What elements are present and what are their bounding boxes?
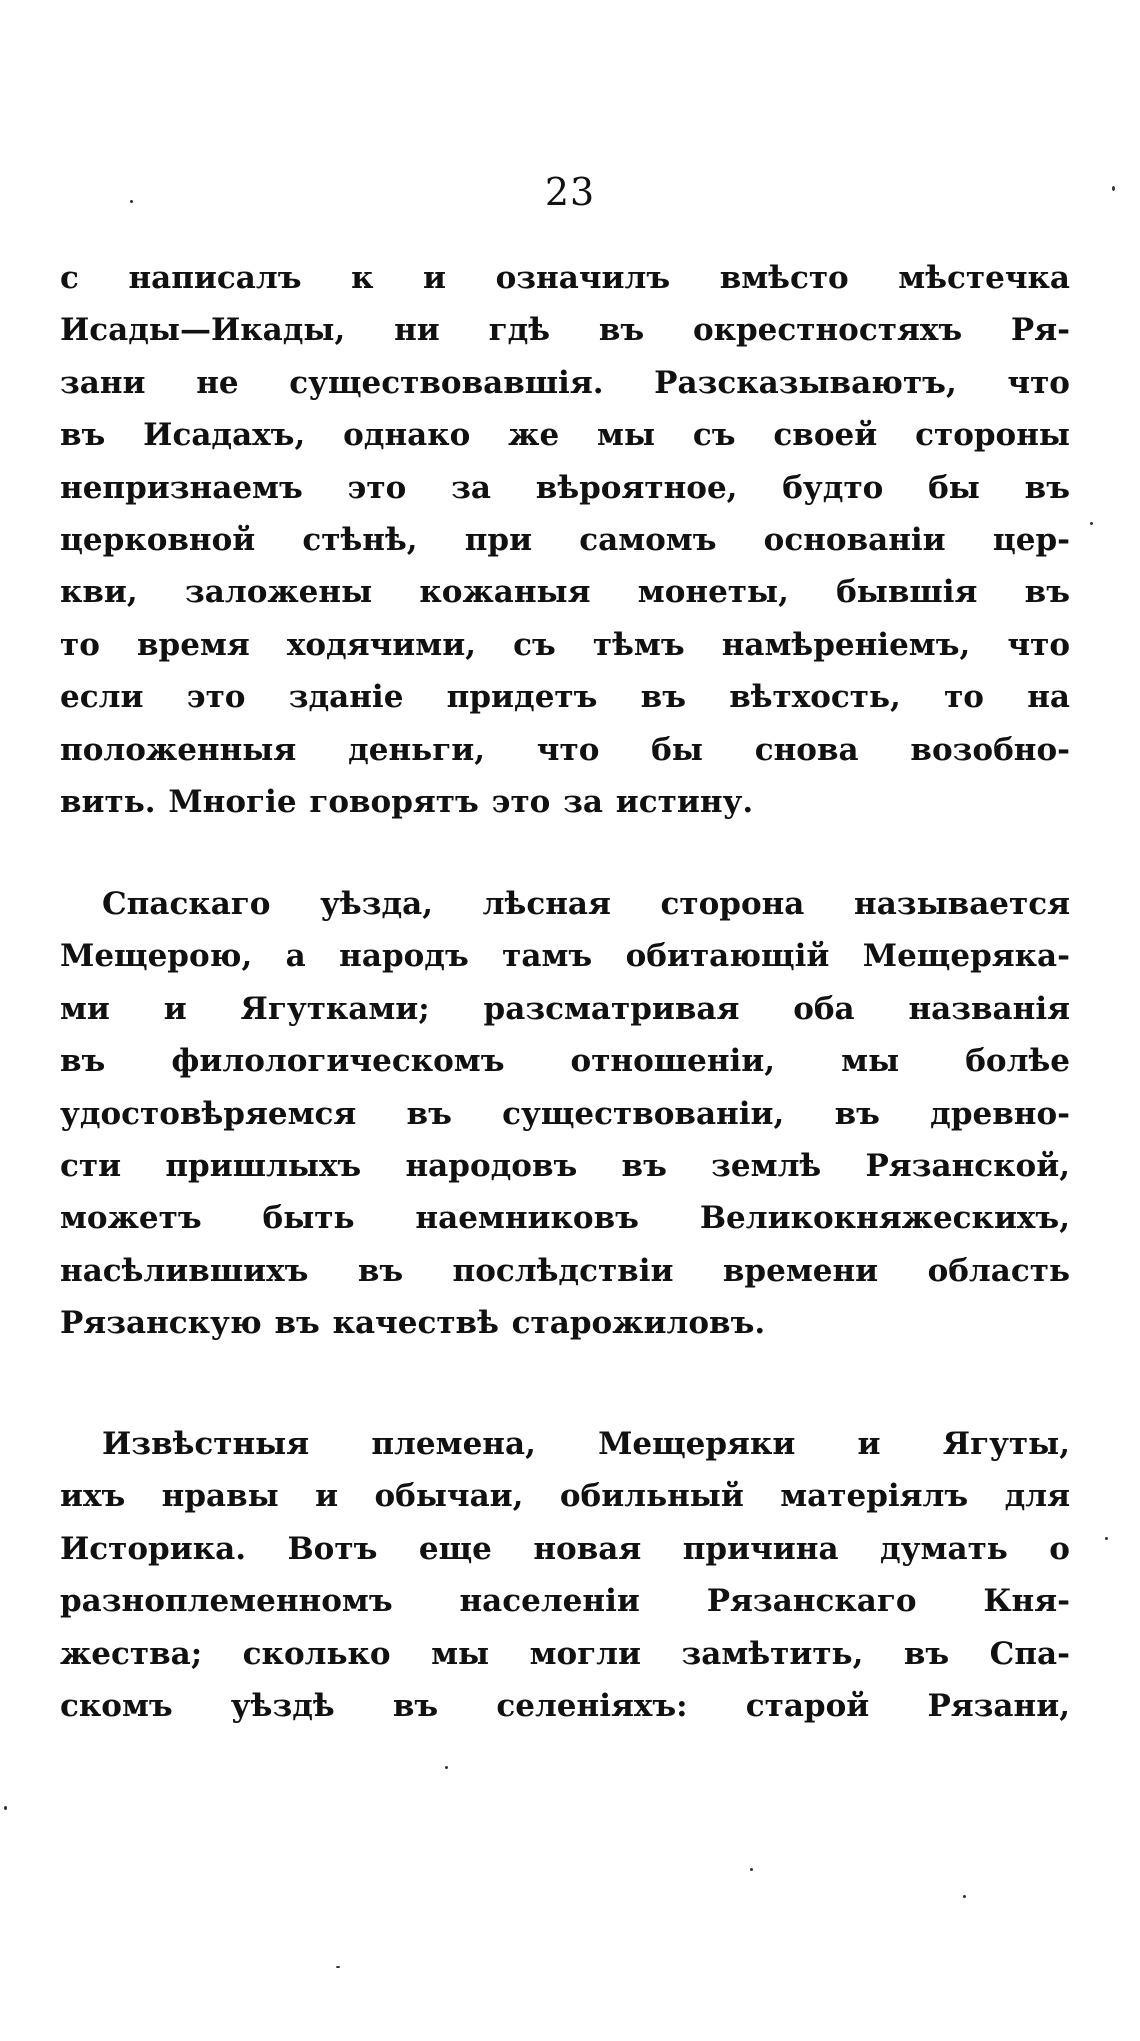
text-line: зани не существовавшія. Разсказываютъ, что (60, 364, 1070, 401)
text-line: положенныя деньги, что бы снова возобно- (60, 731, 1070, 768)
text-line: если это зданіе придетъ въ вѣтхость, то на (60, 679, 1070, 716)
scan-speck (130, 200, 133, 203)
scan-speck (963, 1895, 966, 1898)
text-line: удостовѣряемся въ существованіи, въ древно- (60, 1095, 1070, 1132)
page-number: 23 (544, 170, 596, 214)
paragraph-3 (60, 1418, 1070, 1732)
text-line: Мещерою, а народъ тамъ обитающій Мещеряка- (60, 938, 1070, 975)
text-line: ихъ нравы и обычаи, обильный матеріялъ для (60, 1478, 1070, 1515)
text-line: вить. Многіе говорятъ это за истину. (60, 783, 754, 820)
text-line: въ Исадахъ, однако же мы съ своей стороны (60, 417, 1070, 454)
text-line: Рязанскую въ качествѣ старожиловъ. (60, 1305, 766, 1342)
text-line: въ филологическомъ отношеніи, мы болѣе (60, 1043, 1070, 1080)
text-line: кви, заложены кожаныя монеты, бывшія въ (60, 574, 1070, 611)
paragraph-1 (60, 252, 1070, 828)
text-line: Спаскаго уѣзда, лѣсная сторона называется (102, 886, 1070, 922)
text-line: разноплеменномъ населеніи Рязанскаго Кня- (60, 1583, 1070, 1620)
scan-speck (336, 1966, 340, 1968)
text-line: ми и Ягутками; разсматривая оба названія (60, 990, 1070, 1027)
text-line: то время ходячими, съ тѣмъ намѣреніемъ, что (60, 626, 1070, 663)
scan-speck (1105, 1537, 1108, 1540)
scan-speck (445, 1766, 448, 1769)
scan-speck (1112, 186, 1115, 191)
paragraph-2 (60, 878, 1070, 1350)
text-line: скомъ уѣздѣ въ селеніяхъ: старой Рязани, (60, 1687, 1070, 1724)
scan-speck (750, 1868, 753, 1871)
scan-speck (4, 1806, 7, 1810)
text-line: жества; сколько мы могли замѣтить, въ Спа- (60, 1635, 1070, 1672)
text-line: сти пришлыхъ народовъ въ землѣ Рязанской, (60, 1147, 1070, 1184)
text-line: насѣлившихъ въ послѣдствіи времени область (60, 1252, 1070, 1289)
text-line: непризнаемъ это за вѣроятное, будто бы въ (60, 469, 1070, 506)
text-line: Историка. Вотъ еще новая причина думать о (60, 1530, 1070, 1567)
scan-speck (1090, 522, 1093, 525)
text-line: можетъ быть наемниковъ Великокняжескихъ, (60, 1200, 1070, 1237)
text-line: церковной стѣнѣ, при самомъ основаніи цер- (60, 521, 1070, 558)
text-line: Исады—Икады, ни гдѣ въ окрестностяхъ Ря- (60, 312, 1070, 349)
text-line: Извѣстныя племена, Мещеряки и Ягуты, (102, 1426, 1070, 1462)
text-line: с написалъ к и означилъ вмѣсто мѣстечка (60, 260, 1070, 296)
